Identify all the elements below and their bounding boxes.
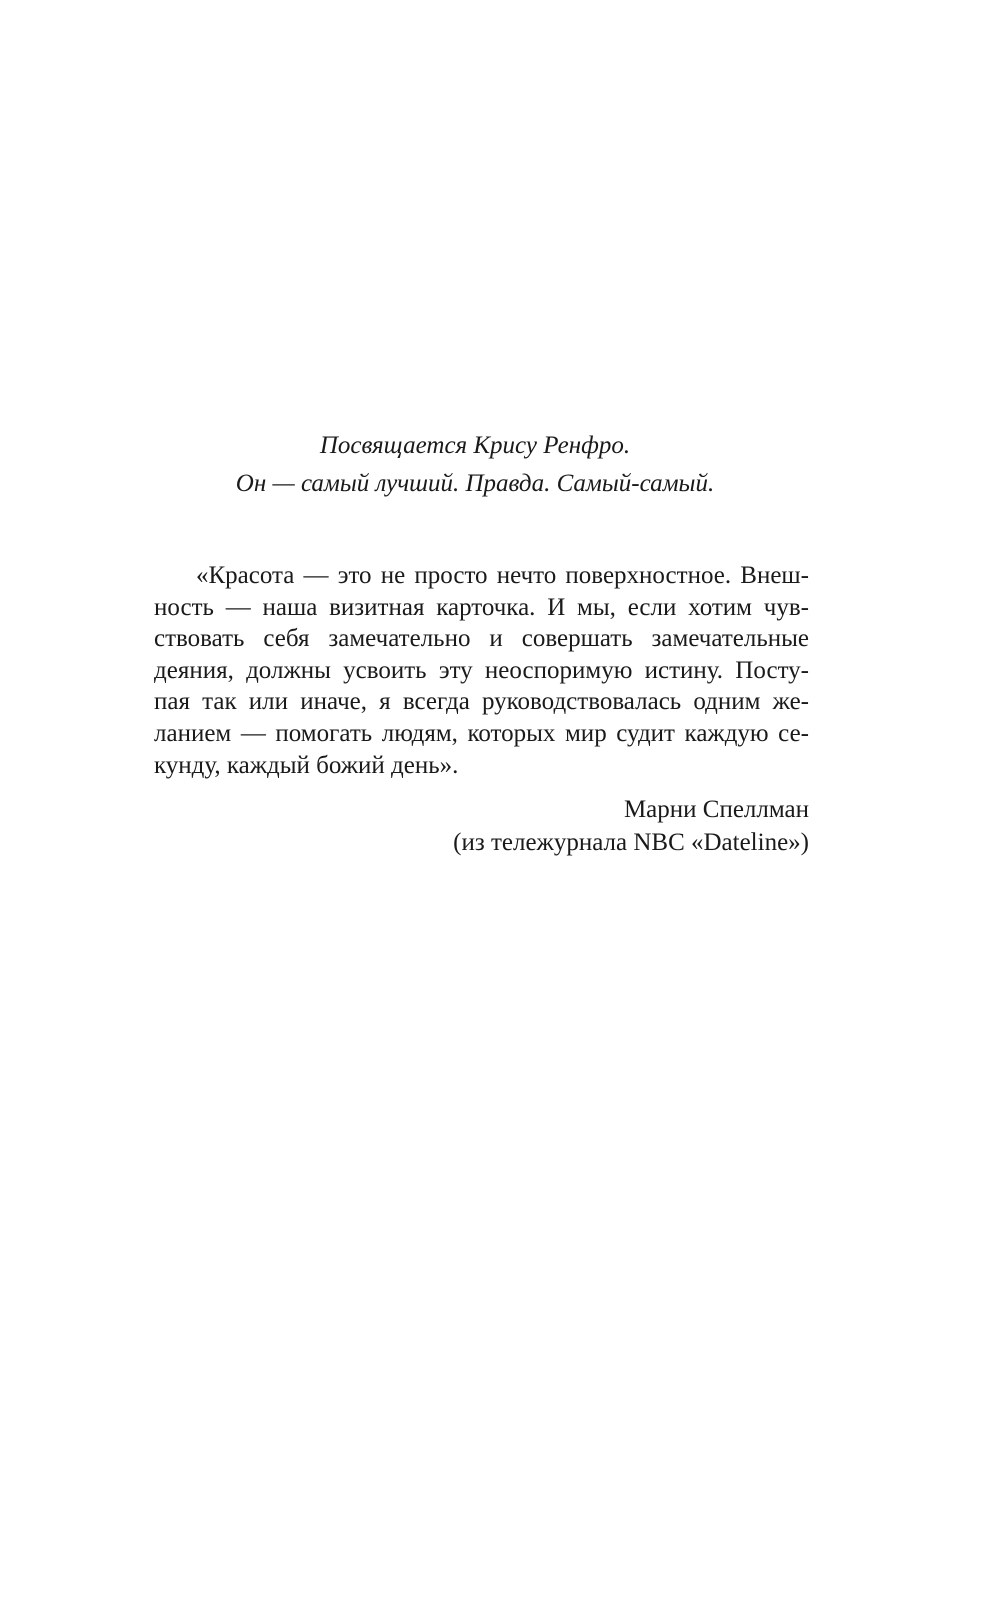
dedication (150, 427, 800, 503)
attribution-author: Марни Спеллман (623, 796, 809, 823)
epigraph-quote (154, 560, 809, 781)
dedication-line-1: Посвящается Крису Ренфро. (319, 432, 631, 459)
epigraph-line: кунду, каждый божий день». (154, 751, 459, 779)
attribution-source: (из тележурнала NBC «Dateline») (453, 829, 809, 856)
epigraph-line: пая так или иначе, я всегда руководствовалась одним же- (154, 688, 809, 716)
epigraph-line: ствовать себя замечательно и совершать замечательные (154, 625, 809, 653)
epigraph-line: «Красота — это не просто нечто поверхностное. Внеш- (196, 562, 809, 589)
dedication-line-2: Он — самый лучший. Правда. Самый-самый. (235, 470, 715, 497)
epigraph-line: ность — наша визитная карточка. И мы, если хотим чув- (154, 593, 809, 621)
epigraph-line: деяния, должны усвоить эту неоспоримую истину. Посту- (154, 656, 809, 684)
epigraph-attribution (300, 793, 809, 859)
epigraph-line: ланием — помогать людям, которых мир судит каждую се- (154, 719, 809, 747)
